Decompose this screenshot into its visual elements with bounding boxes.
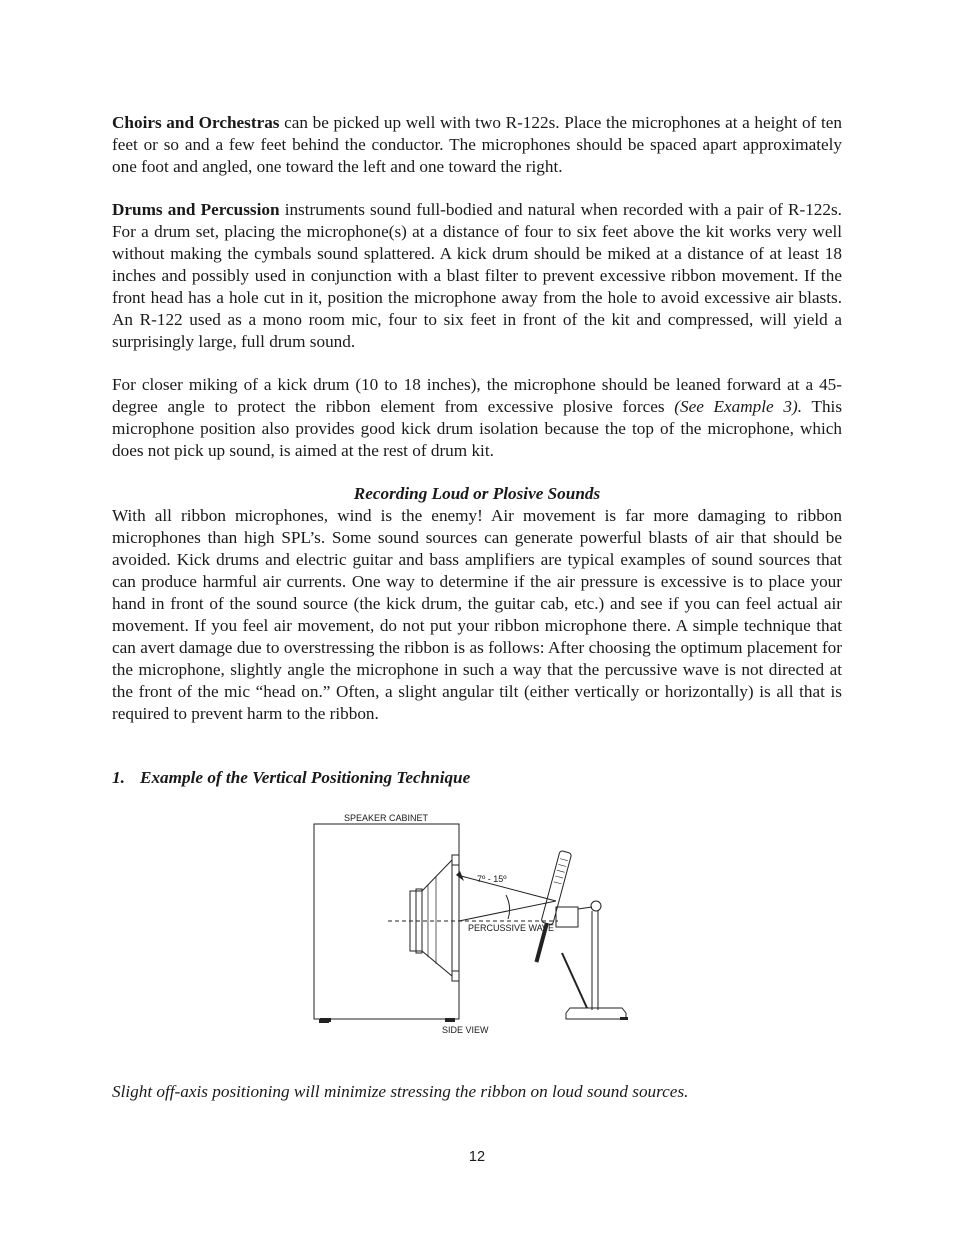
paragraph-choirs-lead: Choirs and Orchestras xyxy=(112,113,280,132)
paragraph-drums-lead: Drums and Percussion xyxy=(112,200,280,219)
mic-pointing-line xyxy=(461,876,556,901)
paragraph-kick-body-b: This microphone position also provides good kick drum isolation because the top of the microphone, which does not pick up sound, is aimed at the rest of drum kit. xyxy=(112,397,843,460)
side-view-label: SIDE VIEW xyxy=(442,1025,489,1035)
speaker-cabinet-label: SPEAKER CABINET xyxy=(344,813,429,823)
paragraph-drums xyxy=(112,199,842,353)
example-title: Example of the Vertical Positioning Technique xyxy=(140,768,471,787)
paragraph-choirs xyxy=(112,112,842,178)
cabinet-bracket-top xyxy=(452,855,459,865)
paragraph-kick-body-a: For closer miking of a kick drum (10 to 18 inches), the microphone should be leaned forward at a 45-degree angle to protect the ribbon element from excessive plosive forces xyxy=(112,375,842,416)
speaker-cone xyxy=(422,860,452,976)
paragraph-kick-reference: (See Example 3). xyxy=(674,397,803,416)
paragraph-drums-body: instruments sound full-bodied and natural when recorded with a pair of R-122s. For a drum set, placing the microphone(s) at a distance of four to six feet above the kit works very well without making the cymbals sound splattered. A kick drum should be miked at a distance of at least 18 inches and possibly used in conjunction with a blast filter to prevent excessive ribbon movement. If the front head has a hole cut in it, position the microphone away from the hole to avoid excessive air blasts. An R-122 used as a mono room mic, four to six feet in front of the kit and compressed, will yield a surprisingly large, full drum sound. xyxy=(112,200,842,351)
figure-caption: Slight off-axis positioning will minimize stressing the ribbon on loud sound sources. xyxy=(112,1082,689,1101)
mic-stand-arm xyxy=(578,907,592,909)
mic-stand-foot xyxy=(620,1017,628,1020)
page-number: 12 xyxy=(468,1149,486,1165)
example-heading xyxy=(112,767,470,789)
paragraph-loud-sounds: With all ribbon microphones, wind is the enemy! Air movement is far more damaging to ribbon microphones than high SPL’s. Some sound sources can generate powerful blasts of air that should be avoided. Kick drums and electric guitar and bass amplifiers are typical examples of sound sources that can produce harmful air currents. One way to determine if the air pressure is excessive is to place your hand in front of the sound source (the kick drum, the guitar cab, etc.) and see if you can feel actual air movement. If you feel air movement, do not put your ribbon microphone there. A simple technique that can avert damage due to overstressing the ribbon is as follows: After choosing the optimum placement for the microphone, slightly angle the microphone in such a way that the percussive wave is not directed at the front of the mic “head on.” Often, a slight angular tilt (either vertically or horizontally) is all that is required to prevent harm to the ribbon. xyxy=(112,506,842,723)
example-number: 1. xyxy=(112,768,125,787)
vertical-positioning-diagram xyxy=(300,803,660,1043)
percussive-wave-label: PERCUSSIVE WAVE xyxy=(468,923,555,933)
section-heading: Recording Loud or Plosive Sounds xyxy=(353,484,601,503)
mic-cable xyxy=(562,953,587,1008)
cabinet-foot-left-z99 xyxy=(320,1018,330,1022)
paragraph-kick xyxy=(112,374,842,462)
mic-clip xyxy=(556,907,578,927)
mic-stand-knob xyxy=(591,901,601,911)
paragraph-choirs-body: can be picked up well with two R-122s. Place the microphones at a height of ten feet or so and a few feet behind the conductor. The microphones should be spaced apart approximately one foot and angled, one toward the left and one toward the right. xyxy=(112,113,842,176)
mic-stand-base xyxy=(566,1008,626,1019)
angle-arc xyxy=(506,895,510,919)
angle-label: 7º - 15º xyxy=(477,874,507,884)
mic-axis-line xyxy=(459,901,556,921)
cabinet-foot-right xyxy=(445,1018,455,1022)
cabinet-bracket-bottom xyxy=(452,971,459,981)
